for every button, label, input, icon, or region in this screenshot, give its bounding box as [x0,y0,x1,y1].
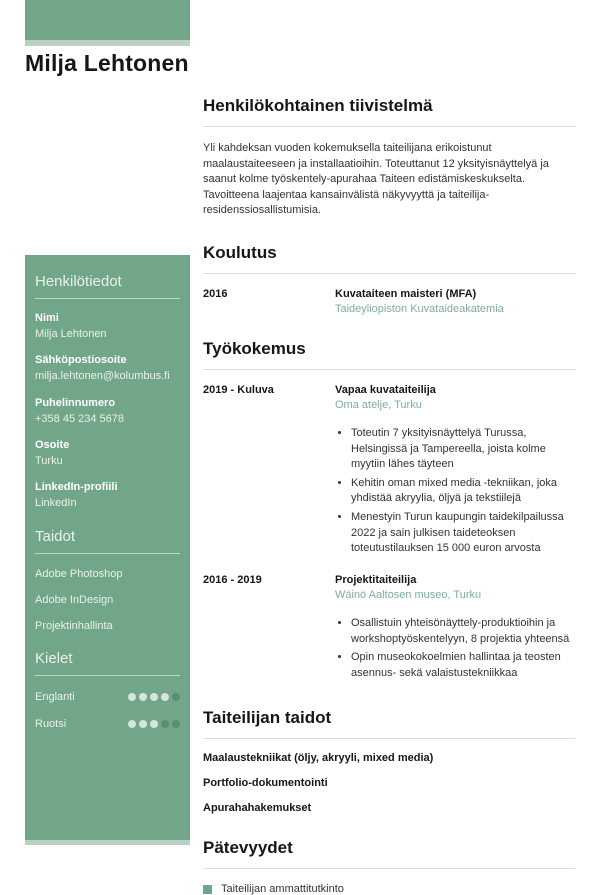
section-title-experience: Työkokemus [203,339,575,370]
sidebar-skill-item: Adobe InDesign [35,594,114,607]
level-dot [150,693,158,701]
header-accent-block [25,0,190,40]
field-value: Turku [35,454,63,467]
artist-skill-item: Portfolio-dokumentointi [203,777,328,790]
sidebar-accent-strip [25,840,190,845]
section-title-qualifications: Pätevyydet [203,838,575,869]
artist-skill-item: Maalaustekniikat (öljy, akryyli, mixed media) [203,752,434,765]
personal-field-name [35,312,180,341]
section-title-artist-skills: Taiteilijan taidot [203,708,575,739]
job-employer: Wäinö Aaltosen museo, Turku [335,588,482,601]
personal-field-phone [35,397,180,426]
field-label: Nimi [35,312,59,324]
language-label: Englanti [35,691,75,704]
level-dot [128,693,136,701]
square-bullet-icon [203,885,212,894]
level-dot [139,693,147,701]
job-bullet: • Menestyin Turun kaupungin taidekilpailussa 2022 ja sain julkisen taideteoksen toteutustilauksen 15 000 euron arvosta [351,510,575,557]
summary-text: Yli kahdeksan vuoden kokemuksella taiteilijana erikoistunut maalaustaiteeseen ja installaatioihin. Toteuttanut 12 yksityisnäyttelyä ja saanut kolme työskentely-apurahaa Taiteen edistämiskeskukselta. Tavoitteena laajentaa kansainvälistä näkyvyyttä ja taiteilija-residenssiosallistumisia. [203,142,549,217]
sidebar-skill-item: Projektinhallinta [35,620,113,633]
sidebar-section-title-skills: Taidot [35,528,180,554]
qualification-label: Taiteilijan ammattitutkinto [221,883,344,895]
sidebar-section-title-languages: Kielet [35,650,180,676]
education-institution: Taideyliopiston Kuvataideakatemia [335,303,504,316]
education-entry [203,288,575,315]
experience-entry [203,574,575,684]
level-dot [139,720,147,728]
language-row [35,718,180,730]
qualification-item [203,883,575,895]
personal-field-linkedin [35,481,180,510]
level-dot [150,720,158,728]
section-title-education: Koulutus [203,243,575,274]
job-bullet: • Kehitin oman mixed media -tekniikan, joka yhdistää akryylia, öljyä ja tekstiilejä [351,476,575,507]
level-dot [161,693,169,701]
field-value: +358 45 234 5678 [35,412,125,425]
level-dot [172,693,180,701]
sidebar-section-title-personal: Henkilötiedot [35,273,180,299]
education-degree: Kuvataiteen maisteri (MFA) [335,288,477,301]
job-bullet-list [351,616,575,681]
job-employer: Oma atelje, Turku [335,399,422,412]
main-content [203,96,575,895]
level-dot [128,720,136,728]
language-row [35,691,180,703]
field-value: milja.lehtonen@kolumbus.fi [35,370,170,383]
field-label: Sähköpostiosoite [35,354,127,367]
job-period: 2016 - 2019 [203,573,262,586]
header-accent-strip [25,40,190,46]
personal-field-address [35,439,180,468]
page-title: Milja Lehtonen [25,50,189,76]
job-bullet: • Osallistuin yhteisönäyttely-produktioihin ja workshoptyöskentelyyn, 8 projektia yhteensä [351,616,575,647]
experience-entry [203,384,575,560]
field-label: Osoite [35,438,70,451]
language-level-dots [125,693,180,701]
sidebar [25,255,190,840]
artist-skill-item: Apurahahakemukset [203,802,312,815]
personal-field-email [35,354,180,383]
level-dot [161,720,169,728]
job-role: Vapaa kuvataiteilija [335,384,436,397]
job-role: Projektitaiteilija [335,573,417,586]
language-label: Ruotsi [35,718,67,731]
job-bullet-list [351,426,575,557]
sidebar-skill-item: Adobe Photoshop [35,568,123,581]
education-period: 2016 [203,288,228,301]
job-bullet: • Opin museokokoelmien hallintaa ja teosten asennus- sekä valaistustekniikkaa [351,650,575,681]
field-value: Milja Lehtonen [35,328,107,340]
job-period: 2019 - Kuluva [203,384,274,397]
language-level-dots [125,720,180,728]
level-dot [172,720,180,728]
linkedin-link[interactable]: LinkedIn [35,497,77,510]
field-label: LinkedIn-profiili [35,481,118,494]
field-label: Puhelinnumero [35,396,116,409]
job-bullet: • Toteutin 7 yksityisnäyttelyä Turussa, Helsingissä ja Tampereella, joista kolme myytiin lähes täyteen [351,426,575,473]
section-title-summary: Henkilökohtainen tiivistelmä [203,96,575,127]
